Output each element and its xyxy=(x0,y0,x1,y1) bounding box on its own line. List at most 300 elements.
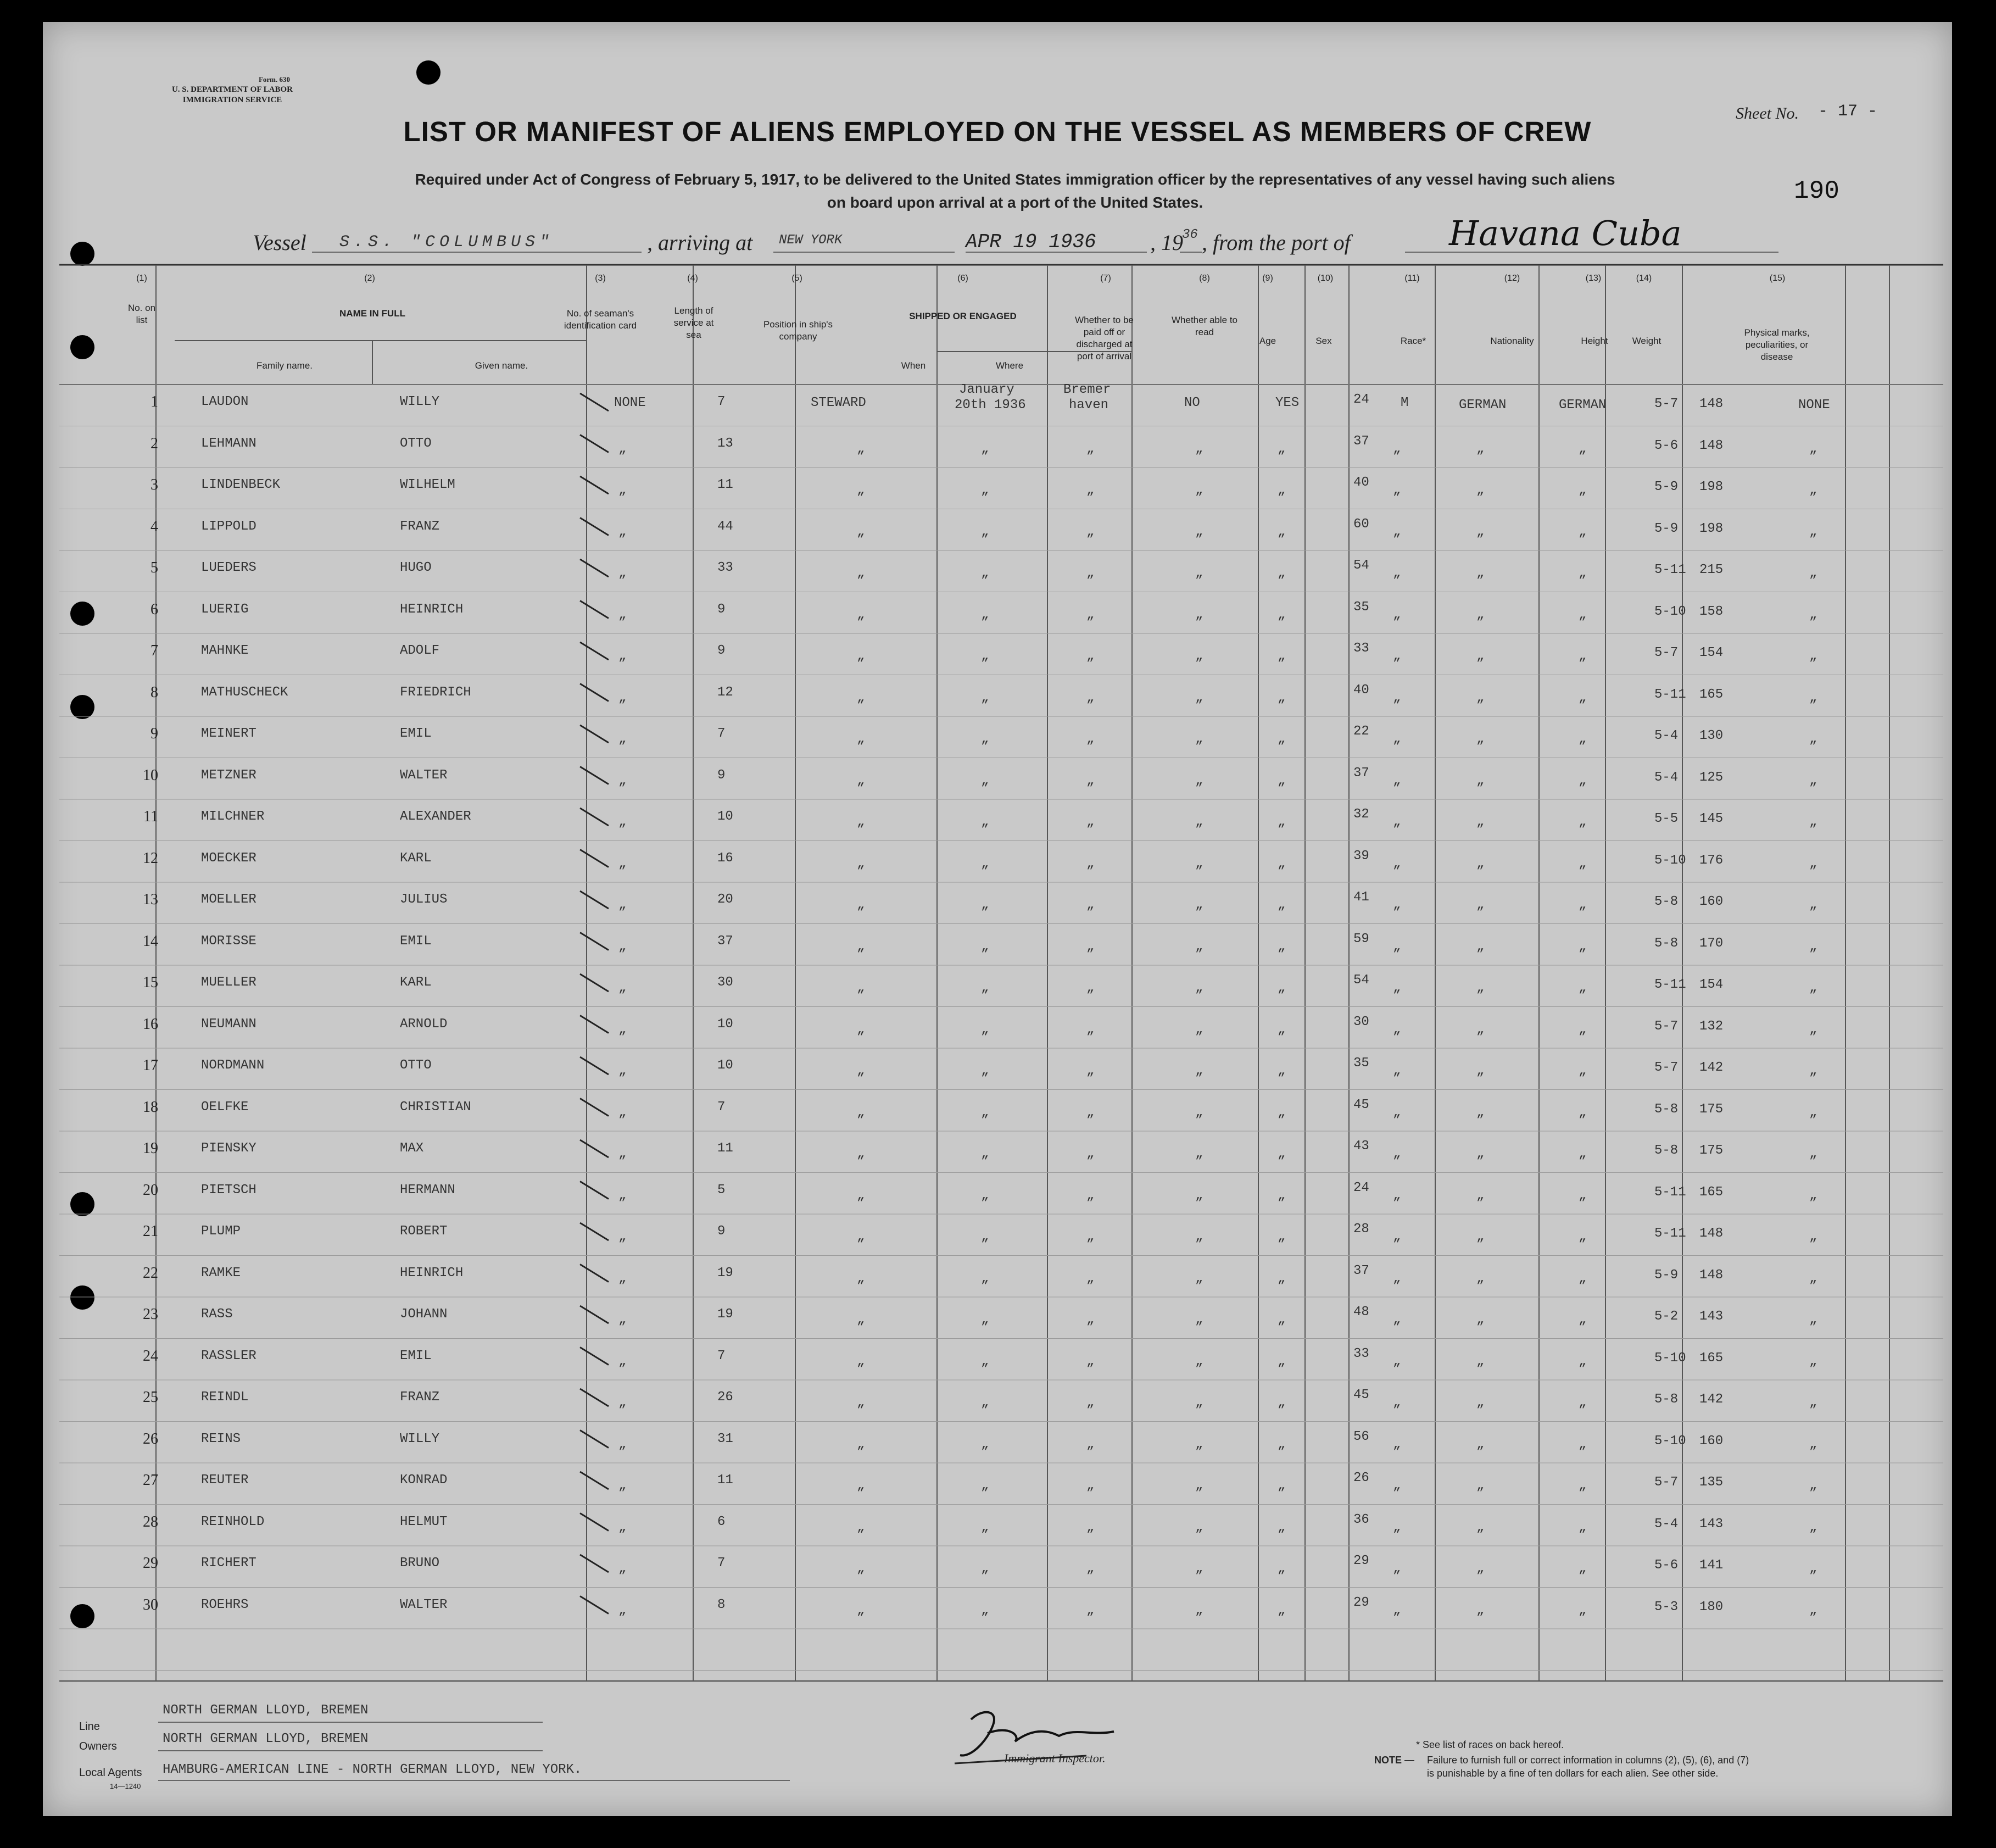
able-to-read: „ xyxy=(1278,1022,1286,1037)
weight: 132 xyxy=(1699,1018,1724,1034)
given-name: WALTER xyxy=(400,767,448,783)
height: 5-9 xyxy=(1654,1267,1679,1283)
physical-marks: „ xyxy=(1809,773,1817,788)
id-card: „ xyxy=(618,1354,627,1369)
shipped-where: „ xyxy=(1086,1188,1095,1203)
punch-hole xyxy=(70,1604,94,1628)
col-9-header: Age xyxy=(1259,336,1276,346)
weight: 198 xyxy=(1699,480,1724,494)
nationality: „ xyxy=(1579,856,1587,871)
col-8-header: Whether able to read xyxy=(1172,315,1238,337)
tick-mark xyxy=(580,476,609,494)
able-to-read: „ xyxy=(1278,649,1286,664)
row-number: 9 xyxy=(150,725,158,742)
shipped-where: „ xyxy=(1086,524,1095,539)
able-to-read: „ xyxy=(1278,1602,1286,1618)
weight: 154 xyxy=(1699,645,1724,660)
physical-marks: „ xyxy=(1809,1312,1817,1327)
position: „ xyxy=(857,690,865,705)
height: 5-4 xyxy=(1654,770,1679,785)
shipped-when: „ xyxy=(981,898,989,912)
arriving-label: , arriving at xyxy=(647,230,753,255)
sex: „ xyxy=(1393,898,1401,912)
id-card: „ xyxy=(618,1478,627,1493)
given-name: BRUNO xyxy=(400,1556,440,1571)
id-card: „ xyxy=(618,1146,627,1161)
position: „ xyxy=(857,773,865,788)
age: 59 xyxy=(1353,931,1369,947)
id-card: „ xyxy=(618,1561,627,1576)
physical-marks: „ xyxy=(1809,607,1817,622)
family-name: MILCHNER xyxy=(201,809,265,824)
nationality: „ xyxy=(1579,1105,1587,1120)
race: „ xyxy=(1476,607,1485,622)
weight: 160 xyxy=(1699,894,1724,909)
age: 60 xyxy=(1353,516,1369,532)
row-number: 4 xyxy=(150,517,158,535)
id-card: „ xyxy=(618,1602,627,1618)
given-name: ARNOLD xyxy=(400,1016,448,1032)
height: 5-6 xyxy=(1654,1558,1679,1573)
id-card: „ xyxy=(618,649,627,664)
family-name: MAHNKE xyxy=(201,643,249,658)
shipped-when: January xyxy=(959,382,1014,397)
position: „ xyxy=(857,524,865,539)
tick-mark xyxy=(580,1140,609,1157)
note-text-1: Failure to furnish full or correct information in columns (2), (5), (6), and (7) xyxy=(1427,1755,1749,1766)
shipped-where: „ xyxy=(1086,856,1095,871)
age: 26 xyxy=(1353,1471,1369,1485)
able-to-read: „ xyxy=(1278,1146,1286,1161)
service-length: 9 xyxy=(717,643,726,658)
row-number: 20 xyxy=(143,1181,158,1199)
tick-mark xyxy=(580,1389,609,1406)
shipped-when: „ xyxy=(981,1022,989,1037)
row-number: 18 xyxy=(143,1098,158,1116)
agents-label: Local Agents xyxy=(79,1767,142,1779)
shipped-when: „ xyxy=(981,981,989,995)
position: „ xyxy=(857,1602,865,1618)
col-11-number: (11) xyxy=(1404,274,1420,283)
nationality: „ xyxy=(1579,939,1587,954)
physical-marks: „ xyxy=(1809,1271,1817,1286)
given-name: FRIEDRICH xyxy=(400,684,471,700)
paid-off: „ xyxy=(1195,566,1203,581)
family-name: PLUMP xyxy=(201,1224,241,1239)
family-name: LUEDERS xyxy=(201,560,257,575)
punch-hole xyxy=(70,602,94,626)
physical-marks: „ xyxy=(1809,1146,1817,1161)
given-name: HEINRICH xyxy=(400,602,464,617)
id-card: „ xyxy=(618,566,627,581)
race: „ xyxy=(1476,1064,1485,1078)
tick-mark xyxy=(580,1306,609,1323)
paid-off: „ xyxy=(1195,773,1203,788)
id-card: „ xyxy=(618,815,627,830)
nationality: „ xyxy=(1579,690,1587,705)
shipped-where: „ xyxy=(1086,1229,1095,1244)
family-name: MOECKER xyxy=(201,850,257,866)
sex: M xyxy=(1401,396,1409,410)
arriving-port: NEW YORK xyxy=(779,233,843,248)
height: 5-10 xyxy=(1654,1350,1686,1366)
nationality: „ xyxy=(1579,1271,1587,1286)
age: 29 xyxy=(1353,1554,1369,1568)
weight: 165 xyxy=(1699,687,1724,702)
shipped-where: „ xyxy=(1086,1271,1095,1286)
weight: 160 xyxy=(1699,1433,1724,1449)
sex: „ xyxy=(1393,607,1401,622)
col-2a-header: Family name. xyxy=(256,360,313,371)
family-name: METZNER xyxy=(201,767,257,783)
sex: „ xyxy=(1393,483,1401,498)
weight: 142 xyxy=(1699,1060,1724,1075)
paid-off: „ xyxy=(1195,607,1203,622)
sex: „ xyxy=(1393,1519,1401,1535)
paid-off: „ xyxy=(1195,1105,1203,1120)
note-races: * See list of races on back hereof. xyxy=(1416,1739,1564,1750)
race: „ xyxy=(1476,815,1485,830)
id-card: „ xyxy=(618,1437,627,1452)
col-6a-header: When xyxy=(901,360,926,371)
nationality: „ xyxy=(1579,1519,1587,1535)
age: 24 xyxy=(1353,1180,1369,1195)
nationality: „ xyxy=(1579,1354,1587,1369)
service-length: 37 xyxy=(717,933,733,949)
id-card: „ xyxy=(618,1312,627,1327)
physical-marks: „ xyxy=(1809,566,1817,581)
able-to-read: „ xyxy=(1278,1478,1286,1493)
shipped-when: „ xyxy=(981,649,989,664)
year-prefix: , 19 xyxy=(1150,230,1183,255)
sex: „ xyxy=(1393,1271,1401,1286)
id-card: „ xyxy=(618,1105,627,1120)
race: „ xyxy=(1476,1022,1485,1037)
weight: 215 xyxy=(1699,563,1724,577)
shipped-when: „ xyxy=(981,483,989,498)
race: „ xyxy=(1476,856,1485,871)
family-name: REINDL xyxy=(201,1390,249,1405)
tick-mark xyxy=(580,1223,609,1240)
sex: „ xyxy=(1393,1437,1401,1452)
page-subtitle xyxy=(274,168,1757,214)
form-number: Form. 630 xyxy=(258,75,290,84)
able-to-read: „ xyxy=(1278,607,1286,622)
weight: 130 xyxy=(1699,728,1724,743)
age: 37 xyxy=(1353,1263,1369,1278)
able-to-read: „ xyxy=(1278,1188,1286,1203)
nationality: „ xyxy=(1579,1188,1587,1203)
able-to-read: „ xyxy=(1278,1354,1286,1369)
service-length: 7 xyxy=(717,726,726,741)
able-to-read: „ xyxy=(1278,441,1286,457)
weight: 143 xyxy=(1699,1309,1724,1324)
shipped-where: „ xyxy=(1086,483,1095,498)
sex: „ xyxy=(1393,939,1401,954)
race: „ xyxy=(1476,524,1485,539)
nationality: „ xyxy=(1579,566,1587,581)
shipped-where: „ xyxy=(1086,773,1095,788)
position: „ xyxy=(857,1188,865,1203)
shipped-where: „ xyxy=(1086,732,1095,747)
age: 39 xyxy=(1353,848,1369,864)
physical-marks: „ xyxy=(1809,1519,1817,1535)
height: 5-4 xyxy=(1654,1516,1679,1532)
race: „ xyxy=(1476,898,1485,912)
shipped-when: „ xyxy=(981,1478,989,1493)
able-to-read: „ xyxy=(1278,1519,1286,1535)
sheet-number: - 17 - xyxy=(1818,102,1878,121)
able-to-read: „ xyxy=(1278,939,1286,954)
age: 45 xyxy=(1353,1097,1369,1112)
paid-off: „ xyxy=(1195,524,1203,539)
service-length: 9 xyxy=(717,1224,726,1239)
family-name: NEUMANN xyxy=(201,1016,257,1032)
row-number: 28 xyxy=(143,1513,158,1530)
page-title: LIST OR MANIFEST OF ALIENS EMPLOYED ON THE VESSEL AS MEMBERS OF CREW xyxy=(403,116,1592,147)
sex: „ xyxy=(1393,649,1401,664)
family-name: OELFKE xyxy=(201,1099,249,1115)
nationality: „ xyxy=(1579,649,1587,664)
height: 5-7 xyxy=(1654,645,1679,660)
col-15-header: Physical marks, peculiarities, or disease xyxy=(1744,327,1810,362)
tick-mark xyxy=(580,601,609,619)
paid-off: „ xyxy=(1195,939,1203,954)
paid-off: „ xyxy=(1195,856,1203,871)
col-11-header: Race* xyxy=(1400,336,1426,346)
shipped-when: „ xyxy=(981,773,989,788)
col-14-header: Weight xyxy=(1632,336,1662,346)
height: 5-9 xyxy=(1654,480,1679,494)
family-name: MORISSE xyxy=(201,933,257,949)
row-number: 21 xyxy=(143,1223,158,1240)
weight: 165 xyxy=(1699,1350,1724,1366)
row-number: 16 xyxy=(143,1015,158,1033)
service-length: 7 xyxy=(717,1099,726,1115)
tick-mark xyxy=(580,974,609,992)
tick-mark xyxy=(580,1099,609,1116)
shipped-where: „ xyxy=(1086,1478,1095,1493)
physical-marks: „ xyxy=(1809,1561,1817,1576)
service-length: 31 xyxy=(717,1431,733,1446)
service-length: 44 xyxy=(717,519,733,534)
given-name: JULIUS xyxy=(400,892,448,907)
date-stamp: APR 19 1936 xyxy=(966,231,1096,253)
able-to-read: „ xyxy=(1278,773,1286,788)
shipped-when: „ xyxy=(981,690,989,705)
height: 5-9 xyxy=(1654,521,1679,536)
table-grid xyxy=(43,22,1952,1816)
weight: 148 xyxy=(1699,397,1724,411)
family-name: ROEHRS xyxy=(201,1597,249,1612)
family-name: LINDENBECK xyxy=(201,477,281,492)
physical-marks: „ xyxy=(1809,649,1817,664)
weight: 148 xyxy=(1699,1226,1724,1241)
height: 5-8 xyxy=(1654,1101,1679,1117)
position: „ xyxy=(857,1478,865,1493)
physical-marks: „ xyxy=(1809,856,1817,871)
physical-marks: „ xyxy=(1809,1478,1817,1493)
position: „ xyxy=(857,441,865,457)
given-name: WILLY xyxy=(400,394,440,409)
given-name: EMIL xyxy=(400,1348,432,1363)
physical-marks: „ xyxy=(1809,732,1817,747)
shipped-where: „ xyxy=(1086,1602,1095,1618)
age: 30 xyxy=(1353,1014,1369,1029)
physical-marks: „ xyxy=(1809,1105,1817,1120)
physical-marks: „ xyxy=(1809,690,1817,705)
tick-mark xyxy=(580,891,609,909)
family-name: RAMKE xyxy=(201,1265,241,1281)
shipped-when: „ xyxy=(981,939,989,954)
paid-off: „ xyxy=(1195,1437,1203,1452)
id-card: „ xyxy=(618,607,627,622)
nationality: GERMAN xyxy=(1559,398,1607,413)
race: „ xyxy=(1476,1271,1485,1286)
row-number: 23 xyxy=(143,1306,158,1323)
paid-off: „ xyxy=(1195,690,1203,705)
paid-off: „ xyxy=(1195,898,1203,912)
position: „ xyxy=(857,1437,865,1452)
family-name: REINS xyxy=(201,1431,241,1446)
sex: „ xyxy=(1393,815,1401,830)
sex: „ xyxy=(1393,1602,1401,1618)
age: 29 xyxy=(1353,1595,1369,1610)
vessel-label: Vessel xyxy=(253,230,306,255)
physical-marks: „ xyxy=(1809,898,1817,912)
height: 5-11 xyxy=(1654,1226,1686,1241)
tick-mark xyxy=(580,393,609,411)
given-name: ROBERT xyxy=(400,1224,448,1239)
position: „ xyxy=(857,1395,865,1410)
shipped-where: „ xyxy=(1086,1354,1095,1369)
paid-off: „ xyxy=(1195,1478,1203,1493)
shipped-where: „ xyxy=(1086,607,1095,622)
shipped-where: „ xyxy=(1086,441,1095,457)
given-name: FRANZ xyxy=(400,519,440,534)
position: „ xyxy=(857,607,865,622)
age: 35 xyxy=(1353,599,1369,615)
nationality: „ xyxy=(1579,815,1587,830)
paid-off: „ xyxy=(1195,732,1203,747)
col-3-number: (3) xyxy=(595,274,606,283)
paid-off: „ xyxy=(1195,1395,1203,1410)
paid-off: NO xyxy=(1184,396,1200,410)
id-card: „ xyxy=(618,981,627,995)
race: „ xyxy=(1476,981,1485,995)
given-name: HUGO xyxy=(400,560,432,575)
paid-off: „ xyxy=(1195,1022,1203,1037)
col-2b-header: Given name. xyxy=(475,360,528,371)
shipped-when: „ xyxy=(981,1561,989,1576)
service-length: 11 xyxy=(717,1141,733,1156)
position: „ xyxy=(857,1146,865,1161)
row-number: 8 xyxy=(150,683,158,701)
sex: „ xyxy=(1393,441,1401,457)
age: 40 xyxy=(1353,475,1369,490)
family-name: MATHUSCHECK xyxy=(201,684,288,700)
paid-off: „ xyxy=(1195,1354,1203,1369)
able-to-read: „ xyxy=(1278,898,1286,912)
shipped-when: „ xyxy=(981,732,989,747)
id-card: „ xyxy=(618,773,627,788)
sex: „ xyxy=(1393,1105,1401,1120)
tick-mark xyxy=(580,1472,609,1489)
service-length: 9 xyxy=(717,767,726,783)
physical-marks: „ xyxy=(1809,1229,1817,1244)
id-card: „ xyxy=(618,898,627,912)
id-card: „ xyxy=(618,856,627,871)
weight: 125 xyxy=(1699,770,1724,785)
race: GERMAN xyxy=(1459,398,1507,413)
tick-mark xyxy=(580,684,609,702)
service-length: 13 xyxy=(717,436,733,451)
family-name: PIENSKY xyxy=(201,1141,257,1156)
weight: 148 xyxy=(1699,438,1724,453)
service-length: 20 xyxy=(717,892,733,907)
id-card: „ xyxy=(618,1519,627,1535)
family-name: RASSLER xyxy=(201,1348,257,1363)
weight: 175 xyxy=(1699,1101,1724,1117)
shipped-when: „ xyxy=(981,1105,989,1120)
race: „ xyxy=(1476,649,1485,664)
col-4-header: Length of service at sea xyxy=(673,305,714,340)
race: „ xyxy=(1476,1229,1485,1244)
nationality: „ xyxy=(1579,483,1587,498)
col-7-number: (7) xyxy=(1100,274,1111,283)
shipped-where: „ xyxy=(1086,1519,1095,1535)
shipped-when: „ xyxy=(981,1395,989,1410)
paid-off: „ xyxy=(1195,1146,1203,1161)
tick-mark xyxy=(580,1596,609,1614)
height: 5-4 xyxy=(1654,728,1679,743)
nationality: „ xyxy=(1579,1561,1587,1576)
family-name: MOELLER xyxy=(201,892,257,907)
able-to-read: „ xyxy=(1278,1064,1286,1078)
race: „ xyxy=(1476,1395,1485,1410)
paid-off: „ xyxy=(1195,815,1203,830)
position: „ xyxy=(857,939,865,954)
position: „ xyxy=(857,856,865,871)
from-label: , from the port of xyxy=(1202,230,1351,255)
service-length: 10 xyxy=(717,1058,733,1073)
department-name: U. S. DEPARTMENT OF LABOR xyxy=(171,85,293,94)
family-name: REINHOLD xyxy=(201,1514,265,1529)
tick-mark xyxy=(580,725,609,743)
shipped-when: „ xyxy=(981,1602,989,1618)
row-number: 5 xyxy=(150,559,158,576)
age: 24 xyxy=(1353,392,1369,407)
weight: 175 xyxy=(1699,1143,1724,1158)
id-card: „ xyxy=(618,1188,627,1203)
position: „ xyxy=(857,1064,865,1078)
physical-marks: „ xyxy=(1809,1022,1817,1037)
paid-off: „ xyxy=(1195,1602,1203,1618)
given-name: JOHANN xyxy=(400,1307,448,1322)
age: 37 xyxy=(1353,765,1369,781)
col-13-header: Height xyxy=(1581,336,1608,346)
given-name: HEINRICH xyxy=(400,1265,464,1281)
family-name: RICHERT xyxy=(201,1556,257,1571)
age: 40 xyxy=(1353,682,1369,698)
weight: 145 xyxy=(1699,811,1724,826)
shipped-where: „ xyxy=(1086,1105,1095,1120)
nationality: „ xyxy=(1579,1437,1587,1452)
sex: „ xyxy=(1393,690,1401,705)
sex: „ xyxy=(1393,1395,1401,1410)
shipped-where: „ xyxy=(1086,566,1095,581)
race: „ xyxy=(1476,939,1485,954)
